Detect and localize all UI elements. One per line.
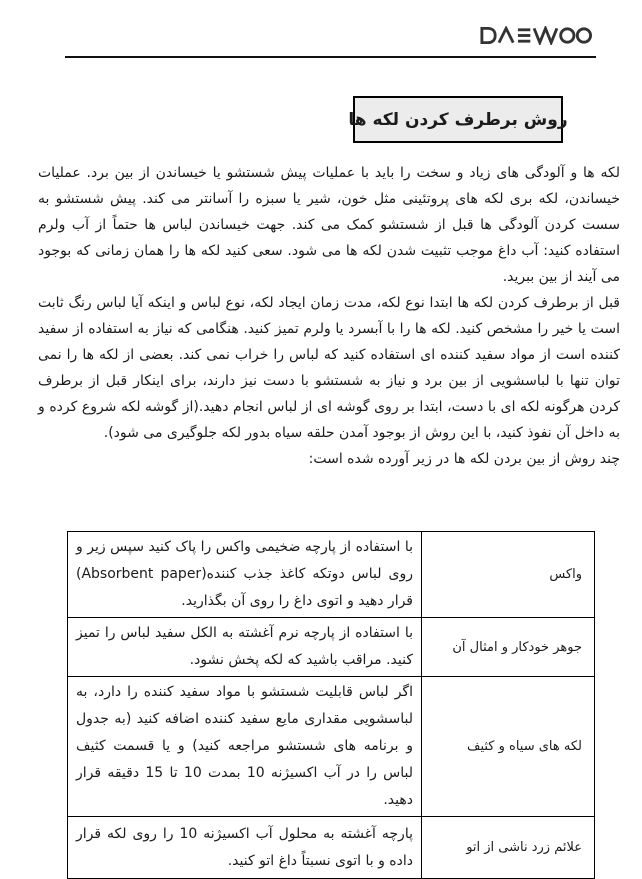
page-title: روش برطرف کردن لکه ها — [348, 109, 568, 130]
table-row-wax — [68, 532, 595, 618]
stain-methods-table — [67, 531, 595, 879]
stain-type-label: لکه های سیاه و کثیف — [422, 677, 595, 817]
header-rule — [65, 56, 596, 58]
table-row-iron-marks — [68, 817, 595, 879]
stain-type-label: جوهر خودکار و امثال آن — [422, 618, 595, 677]
table-row-ink — [68, 618, 595, 677]
paragraph-stain-removal: قبل از برطرف کردن لکه ها ابتدا نوع لکه، مدت زمان ایجاد لکه، نوع لباس و اینکه آیا لباس رنگ ثابت است یا خیر را مشخص کنید. لکه ها را با آبسرد یا ولرم تمیز کنید. هنگامی که نیاز به استفاده از سفید کننده است از مواد سفید کننده ای استفاده کنید که لباس را خراب نمی کند. بعضی از لکه ها را نمی توان تنها با لباسشویی از بین برد و نیاز به شستشو با دست نیز دارند، برای اینکار قبل از برطرف کردن هرگونه لکه ای با دست، ابتدا بر روی گوشه ای از لباس انجام دهید.(از گوشه لکه شروع کرده و به داخل آن نفوذ کنید، با این روش از بوجود آمدن حلقه سیاه بدور لکه جلوگیری می شود). — [38, 295, 620, 441]
stain-method-text: پارچه آغشته به محلول آب اکسیژنه 10 را روی لکه قرار داده و با اتوی نسبتاً داغ اتو کنید. — [68, 817, 422, 879]
page-title-box — [348, 96, 568, 143]
stain-type-label: واکس — [422, 532, 595, 618]
daewoo-logo-text — [480, 45, 481, 46]
daewoo-logo — [480, 26, 592, 45]
table-row-dark-stains — [68, 677, 595, 817]
stain-method-text: اگر لباس قابلیت شستشو با مواد سفید کننده را دارد، به لباسشویی مقداری مایع سفید کننده اضافه کنید (به جدول و برنامه های شستشو مراجعه کنید) و یا قسمت کثیف لباس را در آب اکسیژنه 10 بمدت 10 تا 15 دقیقه قرار دهید. — [68, 677, 422, 817]
table-intro: چند روش از بین بردن لکه ها در زیر آورده شده است: — [308, 451, 620, 467]
daewoo-logo-graphic — [480, 26, 592, 45]
paragraph-soaking: لکه ها و آلودگی های زیاد و سخت را باید با عملیات پیش شستشو یا خیساندن از بین برد. عملیات خیساندن، لکه بری لکه های پروتئینی مثل خون، شیر یا سبزه را آسانتر می کند. پیش شستشو به سست کردن آلودگی ها قبل از شستشو کمک می کند. جهت خیساندن لباس ها حتماً از آب ولرم استفاده کنید: آب داغ موجب تثبیت شدن لکه ها می شود. سعی کنید لکه ها را همان زمانی که بوجود می آیند از بین ببرید. — [38, 165, 620, 285]
stain-method-text: با استفاده از پارچه نرم آغشته به الکل سفید لباس را تمیز کنید. مراقب باشید که لکه پخش نشود. — [68, 618, 422, 677]
stain-method-text: با استفاده از پارچه ضخیمی واکس را پاک کنید سپس زیر و روی لباس دوتکه کاغذ جذب کننده(Absorbent paper) قرار دهید و اتوی داغ را روی آن بگذارید. — [68, 532, 422, 618]
body-text — [38, 160, 620, 472]
stain-type-label: علائم زرد ناشی از اتو — [422, 817, 595, 879]
